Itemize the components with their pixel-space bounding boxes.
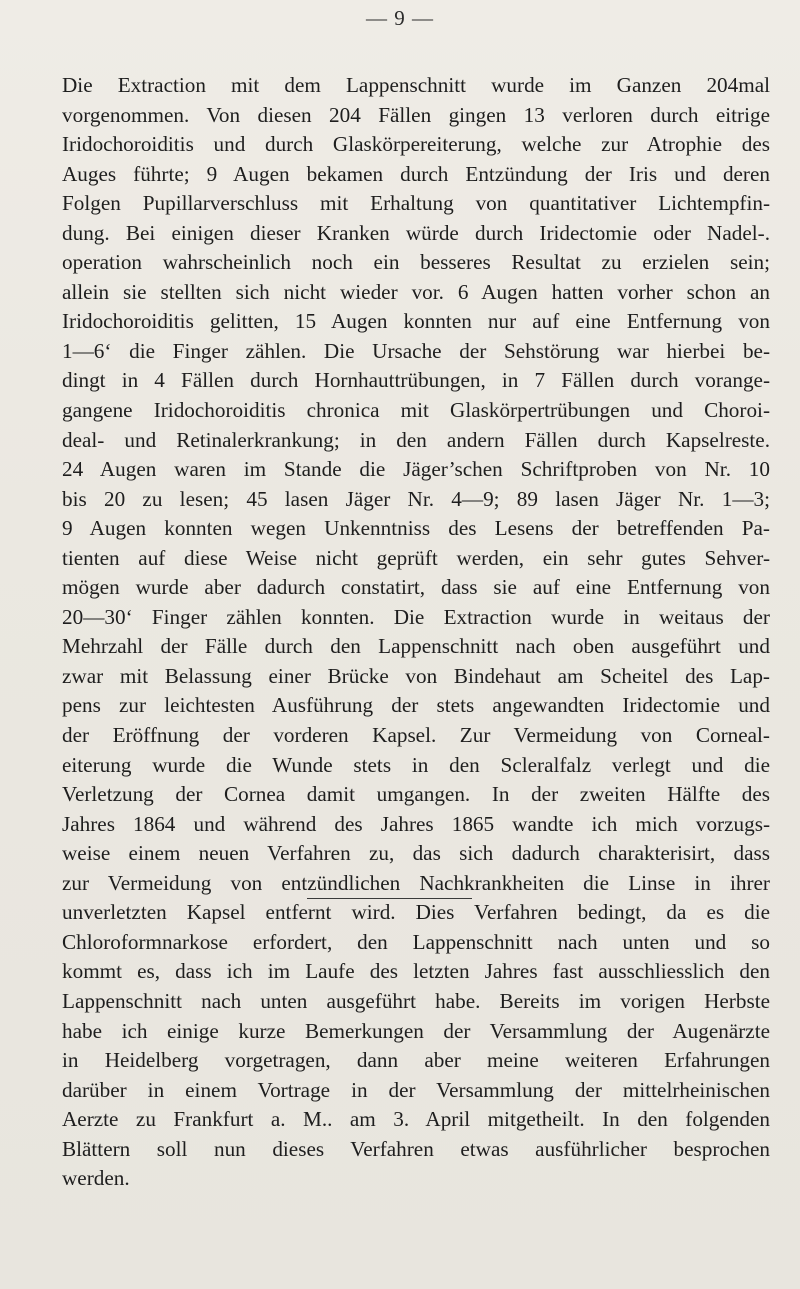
text-line: zwar mit Belassung einer Brücke von Bindehaut am Scheitel des Lap- <box>62 663 770 688</box>
text-line: deal- und Retinalerkrankung; in den andern Fällen durch Kapselreste. <box>62 427 770 452</box>
text-line: Lappenschnitt nach unten ausgeführt habe. Bereits im vorigen Herbste <box>62 988 770 1013</box>
text-line: habe ich einige kurze Bemerkungen der Versammlung der Augenärzte <box>62 1018 770 1043</box>
text-line: Aerzte zu Frankfurt a. M.. am 3. April mitgetheilt. In den folgenden <box>62 1107 770 1132</box>
text-line: Folgen Pupillarverschluss mit Erhaltung von quantitativer Lichtempfin- <box>62 191 770 216</box>
text-line: gangene Iridochoroiditis chronica mit Glaskörpertrübungen und Choroi- <box>62 398 770 423</box>
text-line: vorgenommen. Von diesen 204 Fällen gingen 13 verloren durch eitrige <box>62 102 770 127</box>
text-line: unverletzten Kapsel entfernt wird. Dies Verfahren bedingt, da es die <box>62 900 770 925</box>
text-line: pens zur leichtesten Ausführung der stets angewandten Iridectomie und <box>62 693 770 718</box>
page-number-header: — 9 — <box>366 6 434 30</box>
text-line: weise einem neuen Verfahren zu, das sich dadurch charakterisirt, dass <box>62 841 770 866</box>
text-line: 20—30‘ Finger zählen konnten. Die Extraction wurde in weitaus der <box>62 604 770 629</box>
text-line: Blättern soll nun dieses Verfahren etwas ausführlicher besprochen <box>62 1136 770 1161</box>
text-line: Jahres 1864 und während des Jahres 1865 wandte ich mich vorzugs- <box>62 811 770 836</box>
text-line: tienten auf diese Weise nicht geprüft werden, ein sehr gutes Sehver- <box>62 545 770 570</box>
text-line: der Eröffnung der vorderen Kapsel. Zur Vermeidung von Corneal- <box>62 723 770 748</box>
text-line: operation wahrscheinlich noch ein besseres Resultat zu erzielen sein; <box>62 250 770 275</box>
text-line: allein sie stellten sich nicht wieder vor. 6 Augen hatten vorher schon an <box>62 279 770 304</box>
text-line: Mehrzahl der Fälle durch den Lappenschnitt nach oben ausgeführt und <box>62 634 770 659</box>
text-line: 1—6‘ die Finger zählen. Die Ursache der Sehstörung war hierbei be- <box>62 338 770 363</box>
text-line: werden. <box>62 1166 130 1191</box>
text-line: eiterung wurde die Wunde stets in den Scleralfalz verlegt und die <box>62 752 770 777</box>
text-line: dung. Bei einigen dieser Kranken würde durch Iridectomie oder Nadel-. <box>62 220 770 245</box>
section-divider-rule <box>307 898 472 899</box>
body-text <box>62 71 770 1194</box>
text-line: 9 Augen konnten wegen Unkenntniss des Lesens der betreffenden Pa- <box>62 516 770 541</box>
text-line: Iridochoroiditis gelitten, 15 Augen konnten nur auf eine Entfernung von <box>62 309 770 334</box>
text-line: dingt in 4 Fällen durch Hornhauttrübungen, in 7 Fällen durch vorange- <box>62 368 770 393</box>
text-line: Chloroformnarkose erfordert, den Lappenschnitt nach unten und so <box>62 929 770 954</box>
text-line: Verletzung der Cornea damit umgangen. In der zweiten Hälfte des <box>62 782 770 807</box>
text-line: bis 20 zu lesen; 45 lasen Jäger Nr. 4—9; 89 lasen Jäger Nr. 1—3; <box>62 486 770 511</box>
text-line: Auges führte; 9 Augen bekamen durch Entzündung der Iris und deren <box>62 161 770 186</box>
text-line: darüber in einem Vortrage in der Versammlung der mittelrheinischen <box>62 1077 770 1102</box>
text-line: Iridochoroiditis und durch Glaskörpereiterung, welche zur Atrophie des <box>62 132 770 157</box>
text-line: Die Extraction mit dem Lappenschnitt wurde im Ganzen 204mal <box>62 73 770 97</box>
text-line: mögen wurde aber dadurch constatirt, dass sie auf eine Entfernung von <box>62 575 770 600</box>
text-line: 24 Augen waren im Stande die Jäger’schen Schriftproben von Nr. 10 <box>62 457 770 482</box>
text-line: in Heidelberg vorgetragen, dann aber meine weiteren Erfahrungen <box>62 1048 770 1073</box>
text-line: zur Vermeidung von entzündlichen Nachkrankheiten die Linse in ihrer <box>62 870 770 895</box>
text-line: kommt es, dass ich im Laufe des letzten Jahres fast ausschliesslich den <box>62 959 770 984</box>
